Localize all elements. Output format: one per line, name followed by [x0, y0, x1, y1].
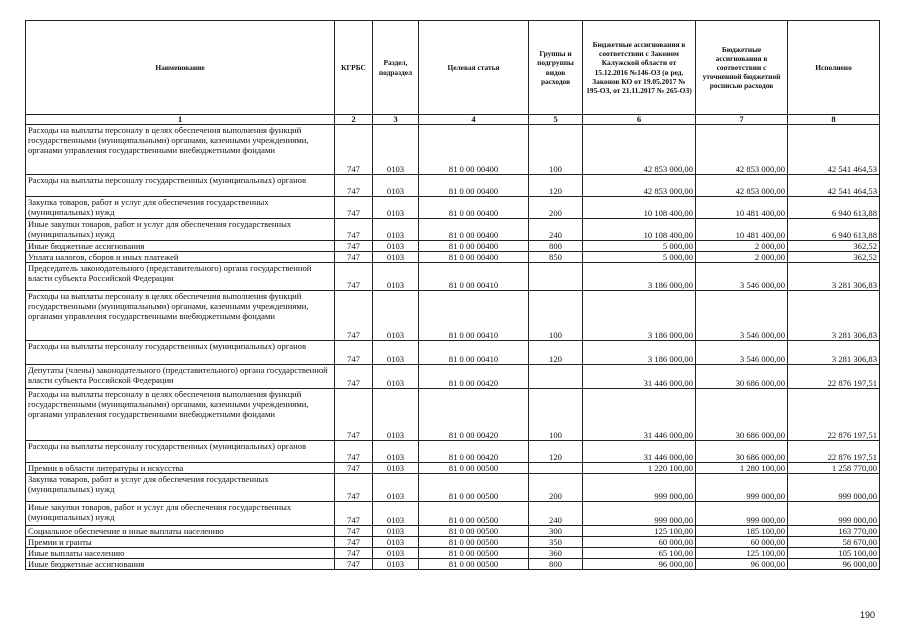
- row-name: Премии и гранты: [26, 537, 335, 548]
- row-target: 81 0 00 00420: [419, 389, 529, 441]
- column-number: 7: [696, 115, 788, 125]
- row-kgrbs: 747: [335, 463, 373, 474]
- row-executed: 362,52: [788, 241, 880, 252]
- row-target: 81 0 00 00500: [419, 502, 529, 526]
- row-name: Депутаты (члены) законодательного (представительного) органа государственной власти субъекта Российской Федерации: [26, 365, 335, 389]
- row-target: 81 0 00 00410: [419, 341, 529, 365]
- row-assign-plan: 30 686 000,00: [696, 365, 788, 389]
- row-target: 81 0 00 00500: [419, 548, 529, 559]
- row-kgrbs: 747: [335, 291, 373, 341]
- header-target: Целевая статья: [419, 21, 529, 115]
- row-target: 81 0 00 00420: [419, 441, 529, 463]
- row-assign-plan: 3 546 000,00: [696, 263, 788, 291]
- table-row: [26, 365, 880, 389]
- row-assign-law: 3 186 000,00: [583, 291, 696, 341]
- row-assign-law: 5 000,00: [583, 241, 696, 252]
- row-executed: 96 000,00: [788, 559, 880, 570]
- row-name: Расходы на выплаты персоналу государственных (муниципальных) органов: [26, 441, 335, 463]
- row-assign-plan: 42 853 000,00: [696, 125, 788, 175]
- row-section: 0103: [373, 365, 419, 389]
- row-assign-plan: 96 000,00: [696, 559, 788, 570]
- row-assign-law: 96 000,00: [583, 559, 696, 570]
- table-row: [26, 502, 880, 526]
- row-section: 0103: [373, 125, 419, 175]
- row-target: 81 0 00 00500: [419, 526, 529, 537]
- column-number: 5: [529, 115, 583, 125]
- row-assign-plan: 185 100,00: [696, 526, 788, 537]
- row-target: 81 0 00 00410: [419, 291, 529, 341]
- row-kgrbs: 747: [335, 197, 373, 219]
- row-assign-law: 1 220 100,00: [583, 463, 696, 474]
- row-assign-plan: 10 481 400,00: [696, 219, 788, 241]
- column-number: 6: [583, 115, 696, 125]
- row-target: 81 0 00 00500: [419, 537, 529, 548]
- row-name: Социальное обеспечение и иные выплаты населению: [26, 526, 335, 537]
- row-assign-law: 125 100,00: [583, 526, 696, 537]
- row-section: 0103: [373, 341, 419, 365]
- row-executed: 6 940 613,88: [788, 197, 880, 219]
- row-group: [529, 463, 583, 474]
- row-executed: 3 281 306,83: [788, 341, 880, 365]
- row-group: 850: [529, 252, 583, 263]
- row-name: Расходы на выплаты персоналу государственных (муниципальных) органов: [26, 175, 335, 197]
- row-section: 0103: [373, 502, 419, 526]
- row-executed: 42 541 464,53: [788, 125, 880, 175]
- table-row: [26, 197, 880, 219]
- row-section: 0103: [373, 548, 419, 559]
- row-section: 0103: [373, 463, 419, 474]
- table-row: [26, 559, 880, 570]
- row-section: 0103: [373, 441, 419, 463]
- table-row: [26, 389, 880, 441]
- row-group: 240: [529, 219, 583, 241]
- row-group: 100: [529, 389, 583, 441]
- row-executed: 22 876 197,51: [788, 441, 880, 463]
- row-assign-law: 999 000,00: [583, 502, 696, 526]
- row-name: Премии в области литературы и искусства: [26, 463, 335, 474]
- row-kgrbs: 747: [335, 559, 373, 570]
- row-executed: 3 281 306,83: [788, 263, 880, 291]
- table-row: [26, 263, 880, 291]
- row-executed: 362,52: [788, 252, 880, 263]
- row-section: 0103: [373, 537, 419, 548]
- row-group: 100: [529, 125, 583, 175]
- table-row: [26, 526, 880, 537]
- table-row: [26, 341, 880, 365]
- row-target: 81 0 00 00500: [419, 474, 529, 502]
- row-kgrbs: 747: [335, 341, 373, 365]
- row-assign-law: 10 108 400,00: [583, 197, 696, 219]
- row-assign-plan: 2 000,00: [696, 252, 788, 263]
- row-group: 120: [529, 175, 583, 197]
- row-name: Расходы на выплаты персоналу государственных (муниципальных) органов: [26, 341, 335, 365]
- table-row: [26, 241, 880, 252]
- row-assign-plan: 42 853 000,00: [696, 175, 788, 197]
- row-target: 81 0 00 00500: [419, 559, 529, 570]
- header-assign-plan: Бюджетные ассигнования в соответствии с уточненной бюджетной росписью расходов: [696, 21, 788, 115]
- row-kgrbs: 747: [335, 241, 373, 252]
- row-target: 81 0 00 00400: [419, 252, 529, 263]
- header-name: Наименование: [26, 21, 335, 115]
- row-kgrbs: 747: [335, 219, 373, 241]
- row-name: Расходы на выплаты персоналу в целях обеспечения выполнения функций государственными (муниципальными) органами, казенными учреждениями, органами управления государственными внебюджетными фондами: [26, 125, 335, 175]
- row-assign-law: 31 446 000,00: [583, 389, 696, 441]
- row-kgrbs: 747: [335, 526, 373, 537]
- row-section: 0103: [373, 559, 419, 570]
- row-assign-law: 60 000,00: [583, 537, 696, 548]
- row-name: Уплата налогов, сборов и иных платежей: [26, 252, 335, 263]
- row-kgrbs: 747: [335, 537, 373, 548]
- row-name: Иные закупки товаров, работ и услуг для обеспечения государственных (муниципальных) нужд: [26, 502, 335, 526]
- row-assign-plan: 10 481 400,00: [696, 197, 788, 219]
- column-number-row: [26, 115, 880, 125]
- row-target: 81 0 00 00500: [419, 463, 529, 474]
- header-assign-law: Бюджетные ассигнования в соответствии с Законом Калужской области от 15.12.2016 №146-ОЗ (в ред. Законов КО от 19.05.2017 № 195-ОЗ, от 21.11.2017 № 265-ОЗ): [583, 21, 696, 115]
- table-row: [26, 537, 880, 548]
- row-group: 360: [529, 548, 583, 559]
- row-kgrbs: 747: [335, 125, 373, 175]
- table-row: [26, 548, 880, 559]
- row-kgrbs: 747: [335, 365, 373, 389]
- row-executed: 58 670,00: [788, 537, 880, 548]
- row-section: 0103: [373, 175, 419, 197]
- row-assign-plan: 999 000,00: [696, 474, 788, 502]
- table-row: [26, 291, 880, 341]
- table-row: [26, 463, 880, 474]
- row-group: 350: [529, 537, 583, 548]
- row-section: 0103: [373, 474, 419, 502]
- column-number: 3: [373, 115, 419, 125]
- row-group: 200: [529, 474, 583, 502]
- row-target: 81 0 00 00400: [419, 175, 529, 197]
- row-group: 100: [529, 291, 583, 341]
- row-name: Расходы на выплаты персоналу в целях обеспечения выполнения функций государственными (муниципальными) органами, казенными учреждениями, органами управления государственными внебюджетными фондами: [26, 291, 335, 341]
- row-target: 81 0 00 00420: [419, 365, 529, 389]
- column-number: 2: [335, 115, 373, 125]
- row-target: 81 0 00 00400: [419, 241, 529, 252]
- row-assign-plan: 3 546 000,00: [696, 291, 788, 341]
- row-assign-plan: 3 546 000,00: [696, 341, 788, 365]
- row-assign-law: 3 186 000,00: [583, 341, 696, 365]
- row-assign-law: 999 000,00: [583, 474, 696, 502]
- row-target: 81 0 00 00400: [419, 219, 529, 241]
- row-kgrbs: 747: [335, 474, 373, 502]
- row-name: Иные выплаты населению: [26, 548, 335, 559]
- row-assign-plan: 999 000,00: [696, 502, 788, 526]
- row-group: 120: [529, 441, 583, 463]
- table-row: [26, 441, 880, 463]
- page-number: 190: [859, 610, 875, 620]
- header-section: Раздел, подраздел: [373, 21, 419, 115]
- row-executed: 6 940 613,88: [788, 219, 880, 241]
- row-section: 0103: [373, 263, 419, 291]
- row-kgrbs: 747: [335, 548, 373, 559]
- column-number: 4: [419, 115, 529, 125]
- column-number: 1: [26, 115, 335, 125]
- row-assign-law: 3 186 000,00: [583, 263, 696, 291]
- row-name: Закупка товаров, работ и услуг для обеспечения государственных (муниципальных) нужд: [26, 474, 335, 502]
- row-section: 0103: [373, 241, 419, 252]
- header-row: [26, 21, 880, 115]
- row-assign-plan: 125 100,00: [696, 548, 788, 559]
- budget-table: [25, 20, 880, 570]
- row-section: 0103: [373, 526, 419, 537]
- row-name: Закупка товаров, работ и услуг для обеспечения государственных (муниципальных) нужд: [26, 197, 335, 219]
- row-name: Председатель законодательного (представительного) органа государственной власти субъекта Российской Федерации: [26, 263, 335, 291]
- header-groups: Группы и подгруппы видов расходов: [529, 21, 583, 115]
- row-executed: 999 000,00: [788, 474, 880, 502]
- row-kgrbs: 747: [335, 263, 373, 291]
- table-row: [26, 219, 880, 241]
- row-assign-law: 65 100,00: [583, 548, 696, 559]
- row-assign-law: 10 108 400,00: [583, 219, 696, 241]
- row-group: 800: [529, 241, 583, 252]
- row-kgrbs: 747: [335, 441, 373, 463]
- row-executed: 1 258 770,00: [788, 463, 880, 474]
- table-row: [26, 125, 880, 175]
- table-row: [26, 175, 880, 197]
- row-assign-plan: 60 000,00: [696, 537, 788, 548]
- row-section: 0103: [373, 219, 419, 241]
- row-name: Иные бюджетные ассигнования: [26, 241, 335, 252]
- table-row: [26, 252, 880, 263]
- row-assign-law: 42 853 000,00: [583, 125, 696, 175]
- row-executed: 163 770,00: [788, 526, 880, 537]
- row-target: 81 0 00 00410: [419, 263, 529, 291]
- row-group: 120: [529, 341, 583, 365]
- row-group: 300: [529, 526, 583, 537]
- row-target: 81 0 00 00400: [419, 197, 529, 219]
- row-executed: 22 876 197,51: [788, 365, 880, 389]
- table-body: [26, 125, 880, 570]
- row-executed: 999 000,00: [788, 502, 880, 526]
- header-executed: Исполнено: [788, 21, 880, 115]
- row-assign-plan: 1 280 100,00: [696, 463, 788, 474]
- row-assign-plan: 30 686 000,00: [696, 389, 788, 441]
- row-name: Расходы на выплаты персоналу в целях обеспечения выполнения функций государственными (муниципальными) органами, казенными учреждениями, органами управления государственными внебюджетными фондами: [26, 389, 335, 441]
- column-number: 8: [788, 115, 880, 125]
- row-group: 800: [529, 559, 583, 570]
- row-executed: 105 100,00: [788, 548, 880, 559]
- row-assign-law: 5 000,00: [583, 252, 696, 263]
- row-name: Иные бюджетные ассигнования: [26, 559, 335, 570]
- row-group: 240: [529, 502, 583, 526]
- row-assign-law: 42 853 000,00: [583, 175, 696, 197]
- row-section: 0103: [373, 197, 419, 219]
- row-target: 81 0 00 00400: [419, 125, 529, 175]
- row-name: Иные закупки товаров, работ и услуг для обеспечения государственных (муниципальных) нужд: [26, 219, 335, 241]
- row-section: 0103: [373, 252, 419, 263]
- row-kgrbs: 747: [335, 389, 373, 441]
- row-assign-plan: 2 000,00: [696, 241, 788, 252]
- header-kgrbs: КГРБС: [335, 21, 373, 115]
- row-section: 0103: [373, 291, 419, 341]
- row-executed: 42 541 464,53: [788, 175, 880, 197]
- row-group: [529, 263, 583, 291]
- row-section: 0103: [373, 389, 419, 441]
- row-assign-law: 31 446 000,00: [583, 365, 696, 389]
- row-kgrbs: 747: [335, 502, 373, 526]
- row-group: 200: [529, 197, 583, 219]
- row-assign-law: 31 446 000,00: [583, 441, 696, 463]
- row-kgrbs: 747: [335, 175, 373, 197]
- row-kgrbs: 747: [335, 252, 373, 263]
- table-row: [26, 474, 880, 502]
- row-executed: 3 281 306,83: [788, 291, 880, 341]
- row-group: [529, 365, 583, 389]
- row-executed: 22 876 197,51: [788, 389, 880, 441]
- row-assign-plan: 30 686 000,00: [696, 441, 788, 463]
